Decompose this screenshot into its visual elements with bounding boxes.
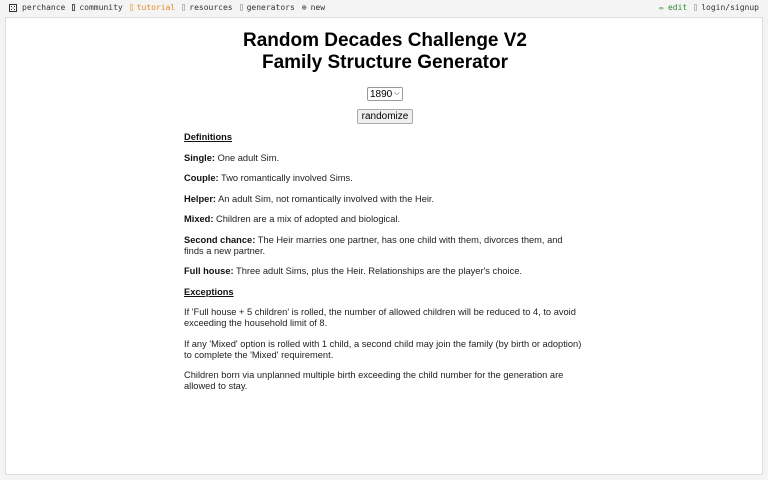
- definition-term: Helper:: [184, 193, 217, 204]
- generators-icon: [240, 4, 243, 11]
- resources-icon: [182, 4, 185, 11]
- definition-mixed: [184, 214, 584, 225]
- exception-item: If any 'Mixed' option is rolled with 1 child, a second child may join the family (by birth or adoption) to complete the 'Mixed' requirement.: [184, 338, 582, 360]
- nav-generators-label: generators: [246, 3, 295, 12]
- page-title: [6, 30, 764, 74]
- rules-content: [184, 132, 584, 402]
- title-line-2: Family Structure Generator: [261, 52, 509, 73]
- definition-term: Mixed:: [184, 214, 214, 224]
- nav-community[interactable]: [72, 3, 122, 12]
- chevron-down-icon: ⌵: [394, 90, 400, 97]
- nav-login-label: login/signup: [701, 3, 759, 12]
- definition-term: Second chance:: [184, 234, 256, 245]
- definition-couple: [184, 173, 584, 184]
- exception-item: If 'Full house + 5 children' is rolled, the number of allowed children will be reduced to 4, to avoid exceeding the household limit of 8.: [184, 307, 576, 328]
- definition-text: One adult Sim.: [215, 152, 280, 163]
- year-select[interactable]: [367, 87, 403, 101]
- year-select-value: 1890: [370, 88, 393, 100]
- pencil-icon: ✏: [659, 2, 664, 12]
- nav-community-label: community: [79, 3, 123, 12]
- nav-resources-label: resources: [189, 3, 233, 12]
- plus-circle-icon: ⊕: [301, 2, 307, 12]
- nav-generators[interactable]: [240, 3, 295, 12]
- nav-perchance[interactable]: [9, 3, 65, 12]
- community-icon: [72, 4, 75, 11]
- exception-item: Children born via unplanned multiple birth exceeding the child number for the generation are allowed to stay.: [184, 370, 564, 391]
- definition-helper: [184, 194, 584, 205]
- tutorial-icon: [130, 4, 133, 11]
- exceptions-heading: Exceptions: [184, 286, 234, 297]
- nav-login-signup[interactable]: [694, 3, 759, 12]
- definition-term: Couple:: [184, 173, 219, 183]
- nav-tutorial[interactable]: [130, 3, 176, 12]
- definition-text: Three adult Sims, plus the Heir. Relationships are the player's choice.: [233, 266, 522, 276]
- dice-icon: [9, 4, 17, 12]
- top-nav-right: [659, 3, 759, 12]
- definitions-heading: Definitions: [184, 132, 233, 142]
- nav-tutorial-label: tutorial: [136, 3, 176, 12]
- nav-new[interactable]: [302, 3, 325, 12]
- definition-term: Single:: [184, 152, 215, 163]
- generator-output-frame: [5, 17, 763, 475]
- nav-edit-label: edit: [667, 3, 688, 12]
- definition-text: The Heir marries one partner, has one child with them, divorces them, and finds a new partner.: [184, 234, 563, 256]
- title-line-1: Random Decades Challenge V2: [242, 30, 528, 51]
- definition-text: Two romantically involved Sims.: [218, 173, 353, 183]
- randomize-button[interactable]: randomize: [357, 109, 413, 124]
- login-icon: [694, 4, 697, 11]
- definition-single: [184, 153, 584, 164]
- definition-second-chance: [184, 235, 584, 257]
- definition-text: An adult Sim, not romantically involved with the Heir.: [216, 193, 435, 204]
- nav-resources[interactable]: [182, 3, 232, 12]
- definition-text: Children are a mix of adopted and biological.: [213, 214, 401, 224]
- definition-term: Full house:: [184, 266, 234, 276]
- nav-new-label: new: [310, 3, 326, 12]
- top-nav-left: [9, 3, 332, 12]
- nav-edit[interactable]: [659, 3, 687, 12]
- top-nav-bar: [0, 0, 768, 16]
- nav-perchance-label: perchance: [22, 3, 66, 12]
- definition-full-house: [184, 266, 584, 277]
